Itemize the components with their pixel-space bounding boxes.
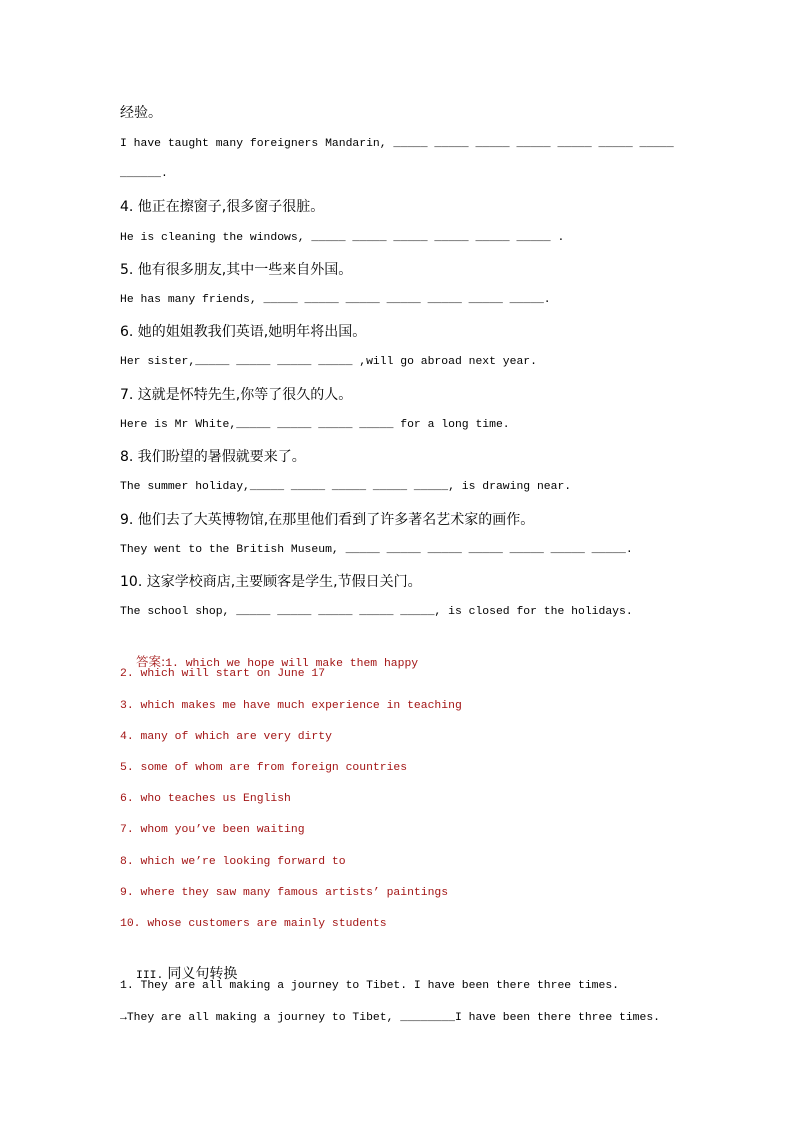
question-9-cn: 9. 他们去了大英博物馆,在那里他们看到了许多著名艺术家的画作。: [120, 512, 535, 528]
answer-10: 10. whose customers are mainly students: [120, 918, 387, 930]
answer-5: 5. some of whom are from foreign countries: [120, 762, 408, 774]
question-10-cn: 10. 这家学校商店,主要顾客是学生,节假日关门。: [120, 574, 422, 590]
question-9-en: They went to the British Museum, _____ _____ _____ _____ _____ _____ _____.: [120, 544, 633, 556]
question-6-cn: 6. 她的姐姐教我们英语,她明年将出国。: [120, 324, 367, 340]
answer-8: 8. which we’re looking forward to: [120, 856, 346, 868]
section-heading-number: III.: [136, 970, 164, 982]
question-4-en: He is cleaning the windows, _____ _____ _____ _____ _____ _____ .: [120, 232, 565, 244]
question-5-en: He has many friends, _____ _____ _____ _____ _____ _____ _____.: [120, 294, 551, 306]
answers-label: 答案:: [136, 654, 166, 669]
answer-3: 3. which makes me have much experience in teaching: [120, 700, 462, 712]
question-7-cn: 7. 这就是怀特先生,你等了很久的人。: [120, 387, 353, 403]
question-7-en: Here is Mr White,_____ _____ _____ _____ for a long time.: [120, 419, 510, 431]
question-10-en: The school shop, _____ _____ _____ _____ _____, is closed for the holidays.: [120, 606, 633, 618]
answer-6: 6. who teaches us English: [120, 793, 291, 805]
question-6-en: Her sister,_____ _____ _____ _____ ,will go abroad next year.: [120, 356, 537, 368]
answer-4: 4. many of which are very dirty: [120, 731, 332, 743]
question-4-cn: 4. 他正在擦窗子,很多窗子很脏。: [120, 199, 325, 215]
question-8-cn: 8. 我们盼望的暑假就要来了。: [120, 449, 306, 465]
answer-2: 2. which will start on June 17: [120, 668, 326, 680]
answer-1: 1. which we hope will make them happy: [165, 658, 419, 670]
answer-9: 9. where they saw many famous artists’ paintings: [120, 887, 449, 899]
section-question-1-rewrite: →They are all making a journey to Tibet, ________I have been there three times.: [120, 1012, 661, 1024]
question-8-en: The summer holiday,_____ _____ _____ _____ _____, is drawing near.: [120, 481, 572, 493]
section-heading: [120, 945, 237, 1001]
text-line-cn: 经验。: [120, 105, 162, 121]
question-5-cn: 5. 他有很多朋友,其中一些来自外国。: [120, 262, 353, 278]
text-line-en: I have taught many foreigners Mandarin, _____ _____ _____ _____ _____ _____ _____: [120, 138, 674, 150]
answers-block-first-line: [120, 634, 418, 689]
section-question-1: 1. They are all making a journey to Tibet. I have been there three times.: [120, 980, 619, 992]
section-heading-title: 同义句转换: [167, 966, 238, 982]
answer-7: 7. whom you’ve been waiting: [120, 824, 305, 836]
text-line-en: ______.: [120, 168, 168, 180]
